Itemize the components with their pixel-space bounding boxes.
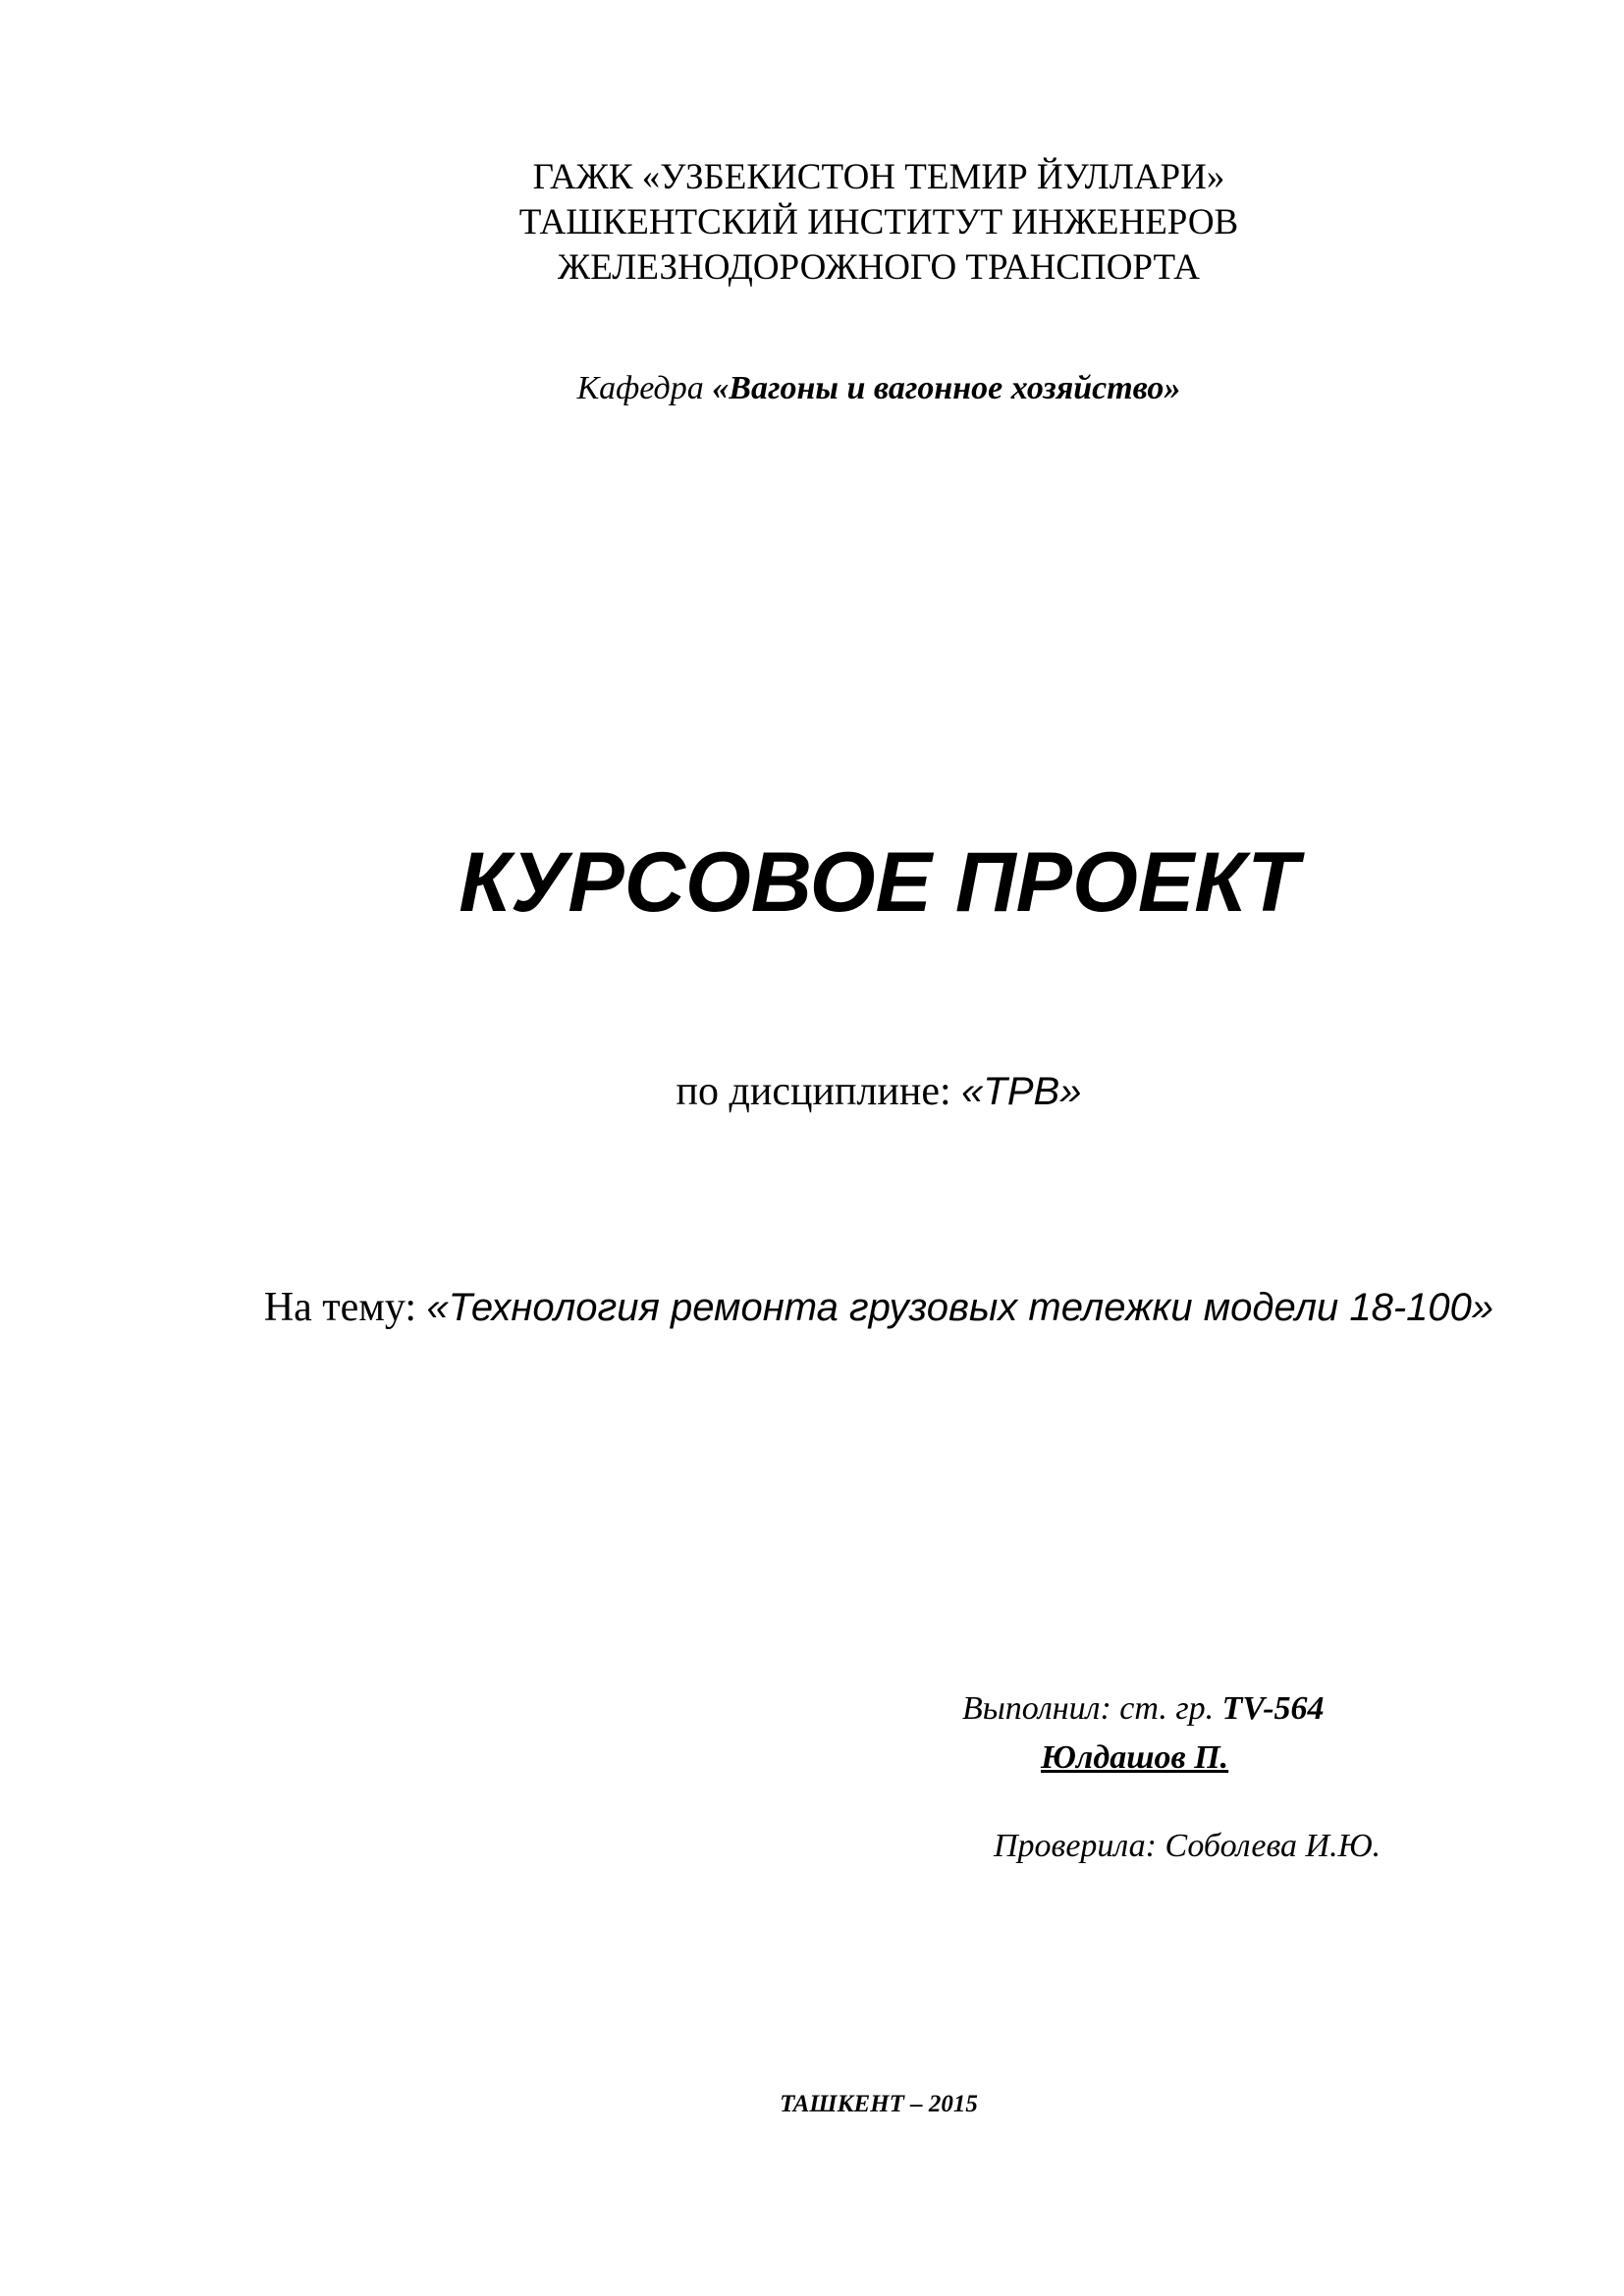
topic-line [206, 1276, 1551, 1339]
checked-by-line: Проверила: Соболева И.Ю. [994, 1828, 1381, 1864]
document-title: КУРСОВОЕ ПРОЕКТ [459, 835, 1299, 930]
discipline-line [0, 1068, 1624, 1115]
header-line-institute: ТАШКЕНТСКИЙ ИНСТИТУТ ИНЖЕНЕРОВ [518, 202, 1239, 242]
student-name: Юлдашов П. [1041, 1739, 1229, 1776]
performed-by-line [962, 1690, 1325, 1728]
institution-header [0, 155, 1624, 291]
discipline-label: по дисциплине: [676, 1069, 962, 1114]
city-year-footer: ТАШКЕНТ – 2015 [780, 2091, 978, 2117]
header-line-transport: ЖЕЛЕЗНОДОРОЖНОГО ТРАНСПОРТА [558, 247, 1200, 288]
topic-label: На тему: [263, 1285, 427, 1330]
student-group: TV-564 [1221, 1690, 1325, 1727]
header-line-organization: ГАЖК «УЗБЕКИСТОН ТЕМИР ЙУЛЛАРИ» [532, 157, 1225, 197]
department-line [0, 370, 1624, 407]
department-label: Кафедра [576, 370, 713, 406]
performed-label: Выполнил: ст. гр. [962, 1690, 1222, 1727]
topic-value: «Технология ремонта грузовых тележки модели 18-100» [426, 1286, 1494, 1329]
discipline-value: «ТРВ» [961, 1070, 1082, 1113]
department-name: «Вагоны и вагонное хозяйство» [712, 370, 1181, 406]
